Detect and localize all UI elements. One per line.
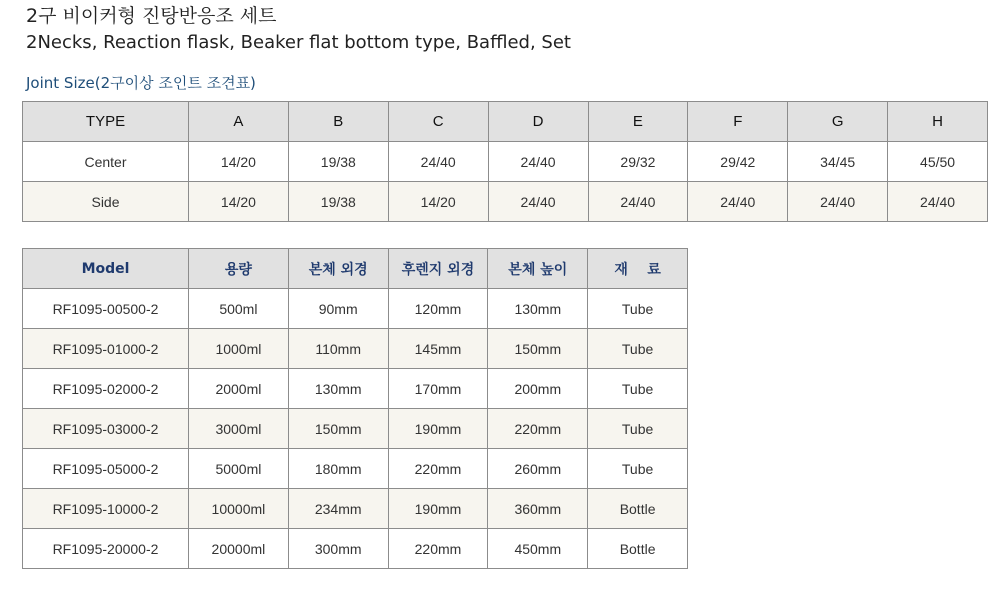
table-cell: 5000ml bbox=[189, 449, 289, 489]
table-cell: 3000ml bbox=[189, 409, 289, 449]
table-cell: 14/20 bbox=[189, 182, 289, 222]
table-cell: 24/40 bbox=[588, 182, 688, 222]
table-cell: 45/50 bbox=[888, 142, 988, 182]
table-cell: 24/40 bbox=[388, 142, 488, 182]
table-row bbox=[23, 449, 688, 489]
table-cell: 300mm bbox=[288, 529, 388, 569]
joint-size-label: Joint Size(2구이상 조인트 조견표) bbox=[26, 74, 256, 92]
table-cell: 10000ml bbox=[189, 489, 289, 529]
table-cell: 220mm bbox=[488, 409, 588, 449]
table-cell: 24/40 bbox=[788, 182, 888, 222]
table-cell: 24/40 bbox=[688, 182, 788, 222]
table-cell: 120mm bbox=[388, 289, 488, 329]
table-row bbox=[23, 369, 688, 409]
column-header-e: E bbox=[588, 102, 688, 142]
row-label: Center bbox=[23, 142, 189, 182]
table-header-row bbox=[23, 249, 688, 289]
column-header-c: C bbox=[388, 102, 488, 142]
table-cell: 19/38 bbox=[288, 142, 388, 182]
model-cell: RF1095-05000-2 bbox=[23, 449, 189, 489]
column-header-capacity: 용량 bbox=[189, 249, 289, 289]
table-cell: Tube bbox=[588, 289, 688, 329]
table-cell: 150mm bbox=[288, 409, 388, 449]
table-cell: Tube bbox=[588, 369, 688, 409]
table-cell: Tube bbox=[588, 329, 688, 369]
table-cell: 220mm bbox=[388, 529, 488, 569]
column-header-g: G bbox=[788, 102, 888, 142]
table-cell: 170mm bbox=[388, 369, 488, 409]
column-header-b: B bbox=[288, 102, 388, 142]
column-header-h: H bbox=[888, 102, 988, 142]
model-cell: RF1095-00500-2 bbox=[23, 289, 189, 329]
table-cell: 29/42 bbox=[688, 142, 788, 182]
table-header-row bbox=[23, 102, 988, 142]
table-cell: 450mm bbox=[488, 529, 588, 569]
table-cell: 29/32 bbox=[588, 142, 688, 182]
table-cell: 20000ml bbox=[189, 529, 289, 569]
table-cell: 1000ml bbox=[189, 329, 289, 369]
table-cell: 2000ml bbox=[189, 369, 289, 409]
page-title-korean: 2구 비이커형 진탕반응조 세트 bbox=[26, 5, 277, 27]
table-cell: 220mm bbox=[388, 449, 488, 489]
table-row bbox=[23, 289, 688, 329]
table-cell: 180mm bbox=[288, 449, 388, 489]
model-cell: RF1095-02000-2 bbox=[23, 369, 189, 409]
table-cell: 24/40 bbox=[888, 182, 988, 222]
model-spec-table bbox=[22, 248, 688, 569]
table-cell: 234mm bbox=[288, 489, 388, 529]
table-row-side bbox=[23, 182, 988, 222]
table-cell: Tube bbox=[588, 449, 688, 489]
table-cell: 150mm bbox=[488, 329, 588, 369]
table-cell: 130mm bbox=[488, 289, 588, 329]
model-cell: RF1095-10000-2 bbox=[23, 489, 189, 529]
table-cell: 200mm bbox=[488, 369, 588, 409]
table-cell: 19/38 bbox=[288, 182, 388, 222]
column-header-model: Model bbox=[23, 249, 189, 289]
table-cell: Bottle bbox=[588, 489, 688, 529]
column-header-flange-outer-diameter: 후렌지 외경 bbox=[388, 249, 488, 289]
model-cell: RF1095-01000-2 bbox=[23, 329, 189, 369]
column-header-material: 재 료 bbox=[588, 249, 688, 289]
column-header-body-outer-diameter: 본체 외경 bbox=[288, 249, 388, 289]
table-cell: 34/45 bbox=[788, 142, 888, 182]
page-title-english: 2Necks, Reaction flask, Beaker flat bottom type, Baffled, Set bbox=[26, 32, 571, 53]
column-header-f: F bbox=[688, 102, 788, 142]
table-cell: 145mm bbox=[388, 329, 488, 369]
table-row bbox=[23, 489, 688, 529]
table-row bbox=[23, 529, 688, 569]
table-cell: 190mm bbox=[388, 489, 488, 529]
table-cell: 110mm bbox=[288, 329, 388, 369]
table-cell: 360mm bbox=[488, 489, 588, 529]
table-row bbox=[23, 329, 688, 369]
model-cell: RF1095-20000-2 bbox=[23, 529, 189, 569]
column-header-type: TYPE bbox=[23, 102, 189, 142]
column-header-body-height: 본체 높이 bbox=[488, 249, 588, 289]
table-row-center bbox=[23, 142, 988, 182]
column-header-a: A bbox=[189, 102, 289, 142]
table-row bbox=[23, 409, 688, 449]
column-header-d: D bbox=[488, 102, 588, 142]
table-cell: 14/20 bbox=[388, 182, 488, 222]
table-cell: 190mm bbox=[388, 409, 488, 449]
table-cell: 500ml bbox=[189, 289, 289, 329]
table-cell: 90mm bbox=[288, 289, 388, 329]
table-cell: 260mm bbox=[488, 449, 588, 489]
table-cell: 24/40 bbox=[488, 142, 588, 182]
table-cell: 14/20 bbox=[189, 142, 289, 182]
model-cell: RF1095-03000-2 bbox=[23, 409, 189, 449]
table-cell: Tube bbox=[588, 409, 688, 449]
table-cell: 24/40 bbox=[488, 182, 588, 222]
table-cell: 130mm bbox=[288, 369, 388, 409]
row-label: Side bbox=[23, 182, 189, 222]
table-cell: Bottle bbox=[588, 529, 688, 569]
joint-size-table bbox=[22, 101, 988, 222]
